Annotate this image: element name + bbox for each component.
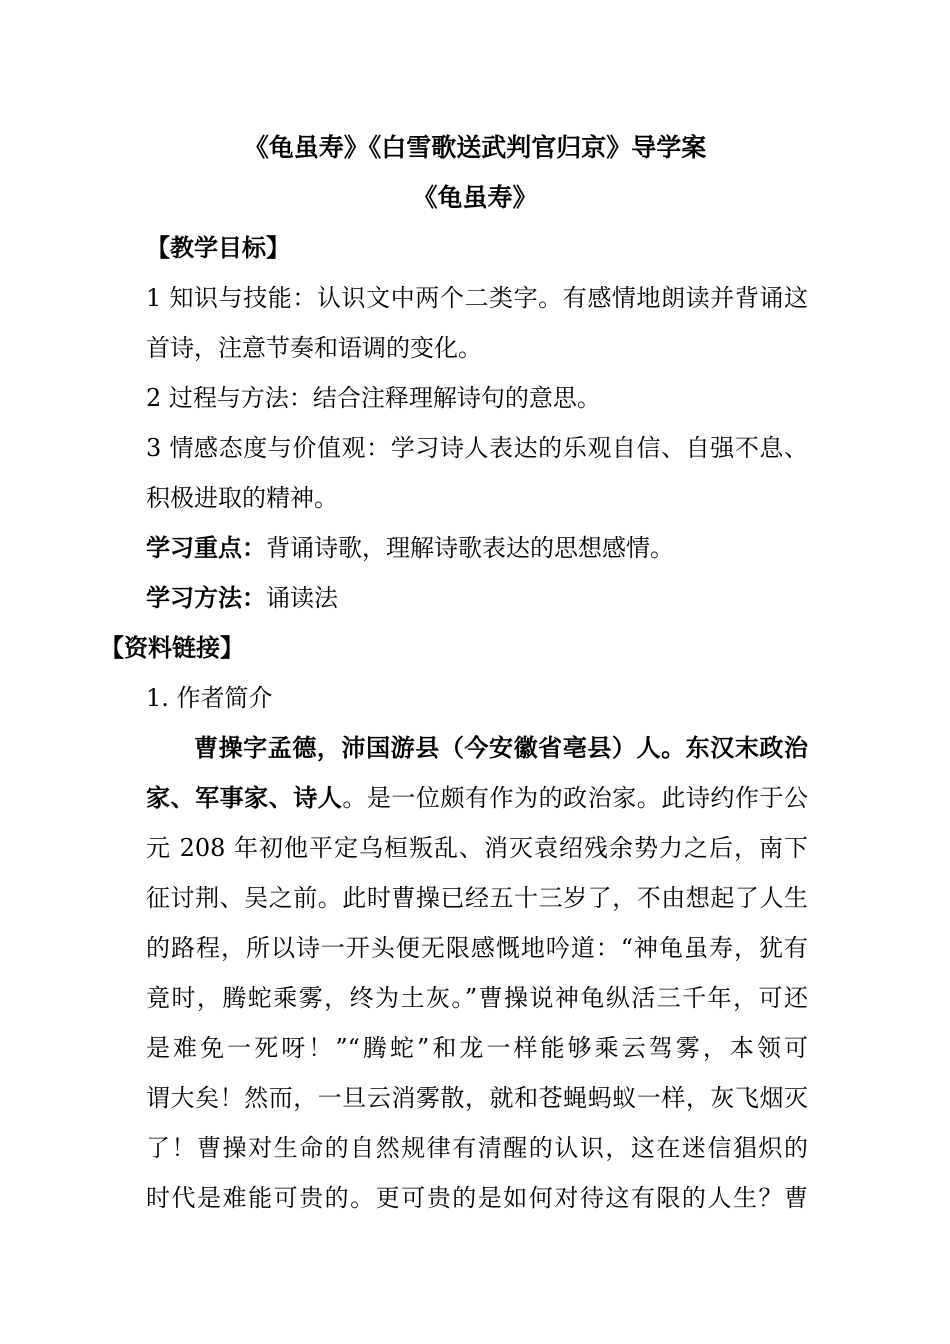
author-intro-line: 曹操字孟德，沛国游县（今安徽省亳县）人。东汉末政治	[194, 733, 808, 762]
document-subtitle: 《龟虽寿》	[412, 183, 538, 212]
study-focus-text: 背诵诗歌，理解诗歌表达的思想感情。	[266, 534, 674, 562]
objective-line: 积极进取的精神。	[146, 484, 338, 512]
document-title: 《龟虽寿》《白雪歌送武判官归京》导学案	[243, 133, 707, 162]
author-intro-line	[146, 783, 808, 813]
author-intro-line: 竟时，腾蛇乘雾，终为土灰。”曹操说神龟纵活三千年，可还	[146, 984, 808, 1012]
author-intro-heading: 1. 作者简介	[146, 684, 273, 712]
study-focus-label: 学习重点：	[146, 533, 266, 562]
author-roles: 家、军事家、诗人	[146, 783, 343, 812]
study-method-label: 学习方法：	[146, 583, 266, 612]
author-intro-line: 是难免一死呀！”“腾蛇”和龙一样能够乘云驾雾，本领可	[146, 1034, 808, 1062]
objective-line: 3 情感态度与价值观：学习诗人表达的乐观自信、自强不息、	[146, 434, 808, 462]
objective-line: 首诗，注意节奏和语调的变化。	[146, 334, 482, 362]
author-intro-line: 的路程，所以诗一开头便无限感慨地吟道：“神龟虽寿，犹有	[146, 934, 808, 962]
objective-line: 2 过程与方法：结合注释理解诗句的意思。	[146, 384, 601, 412]
author-intro-text: 。是一位颇有作为的政治家。此诗约作于公	[342, 784, 809, 812]
author-intro-line: 谓大矣！然而，一旦云消雾散，就和苍蝇蚂蚁一样，灰飞烟灭	[146, 1084, 808, 1112]
study-method-text: 诵读法	[266, 584, 338, 612]
study-focus	[146, 533, 674, 563]
author-intro-line: 了！曹操对生命的自然规律有清醒的认识，这在迷信猖炽的	[146, 1134, 808, 1162]
objectives-heading: 【教学目标】	[146, 233, 290, 262]
materials-heading: 【资料链接】	[100, 633, 244, 662]
study-method	[146, 583, 338, 613]
objective-line: 1 知识与技能：认识文中两个二类字。有感情地朗读并背诵这	[146, 284, 808, 312]
author-intro-line: 时代是难能可贵的。更可贵的是如何对待这有限的人生？曹	[146, 1184, 808, 1212]
author-intro-line: 征讨荆、吴之前。此时曹操已经五十三岁了，不由想起了人生	[146, 884, 808, 912]
author-intro-line: 元 208 年初他平定乌桓叛乱、消灭袁绍残余势力之后，南下	[146, 834, 808, 862]
